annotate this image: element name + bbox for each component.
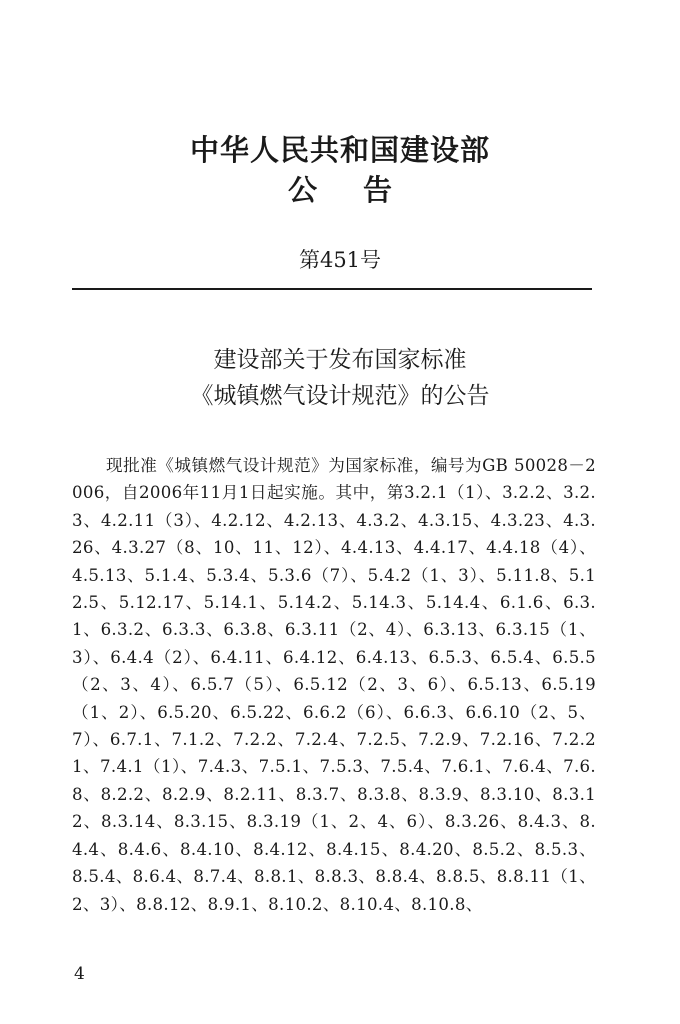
document-title — [0, 342, 680, 414]
announcement-char-1: 公 — [287, 173, 317, 207]
document-title-line-2: 《城镇燃气设计规范》的公告 — [190, 383, 490, 409]
announcement-char-2: 告 — [363, 173, 393, 207]
body-paragraph: 现批准《城镇燃气设计规范》为国家标准，编号为GB 50028－2006，自2006年11月1日起实施。其中，第3.2.1（1）、3.2.2、3.2.3、4.2.11（3）、4.2.12、4.2.13、4.3.2、4.3.15、4.3.23、4.3.26、4.3.27（8、10、11、12）、4.4.13、4.4.17、4.4.18（4）、4.5.13、5.1.4、5.3.4、5.3.6（7）、5.4.2（1、3）、5.11.8、5.12.5、5.12.17、5.14.1、5.14.2、5.14.3、5.14.4、6.1.6、6.3.1、6.3.2、6.3.3、6.3.8、6.3.11（2、4）、6.3.13、6.3.15（1、3）、6.4.4（2）、6.4.11、6.4.12、6.4.13、6.5.3、6.5.4、6.5.5（2、3、4）、6.5.7（5）、6.5.12（2、3、6）、6.5.13、6.5.19（1、2）、6.5.20、6.5.22、6.6.2（6）、6.6.3、6.6.10（2、5、7）、6.7.1、7.1.2、7.2.2、7.2.4、7.2.5、7.2.9、7.2.16、7.2.21、7.4.1（1）、7.4.3、7.5.1、7.5.3、7.5.4、7.6.1、7.6.4、7.6.8、8.2.2、8.2.9、8.2.11、8.3.7、8.3.8、8.3.9、8.3.10、8.3.12、8.3.14、8.3.15、8.3.19（1、2、4、6）、8.3.26、8.4.3、8.4.4、8.4.6、8.4.10、8.4.12、8.4.15、8.4.20、8.5.2、8.5.3、8.5.4、8.6.4、8.7.4、8.8.1、8.8.3、8.8.4、8.8.5、8.8.11（1、2、3）、8.8.12、8.9.1、8.10.2、8.10.4、8.10.8、 — [72, 456, 596, 914]
announcement-heading — [0, 170, 680, 210]
document-title-line-1: 建设部关于发布国家标准 — [213, 347, 467, 373]
horizontal-divider — [72, 288, 592, 290]
announcement-number: 第451号 — [298, 248, 382, 272]
ministry-heading: 中华人民共和国建设部 — [189, 133, 490, 167]
page-number: 4 — [74, 964, 85, 984]
